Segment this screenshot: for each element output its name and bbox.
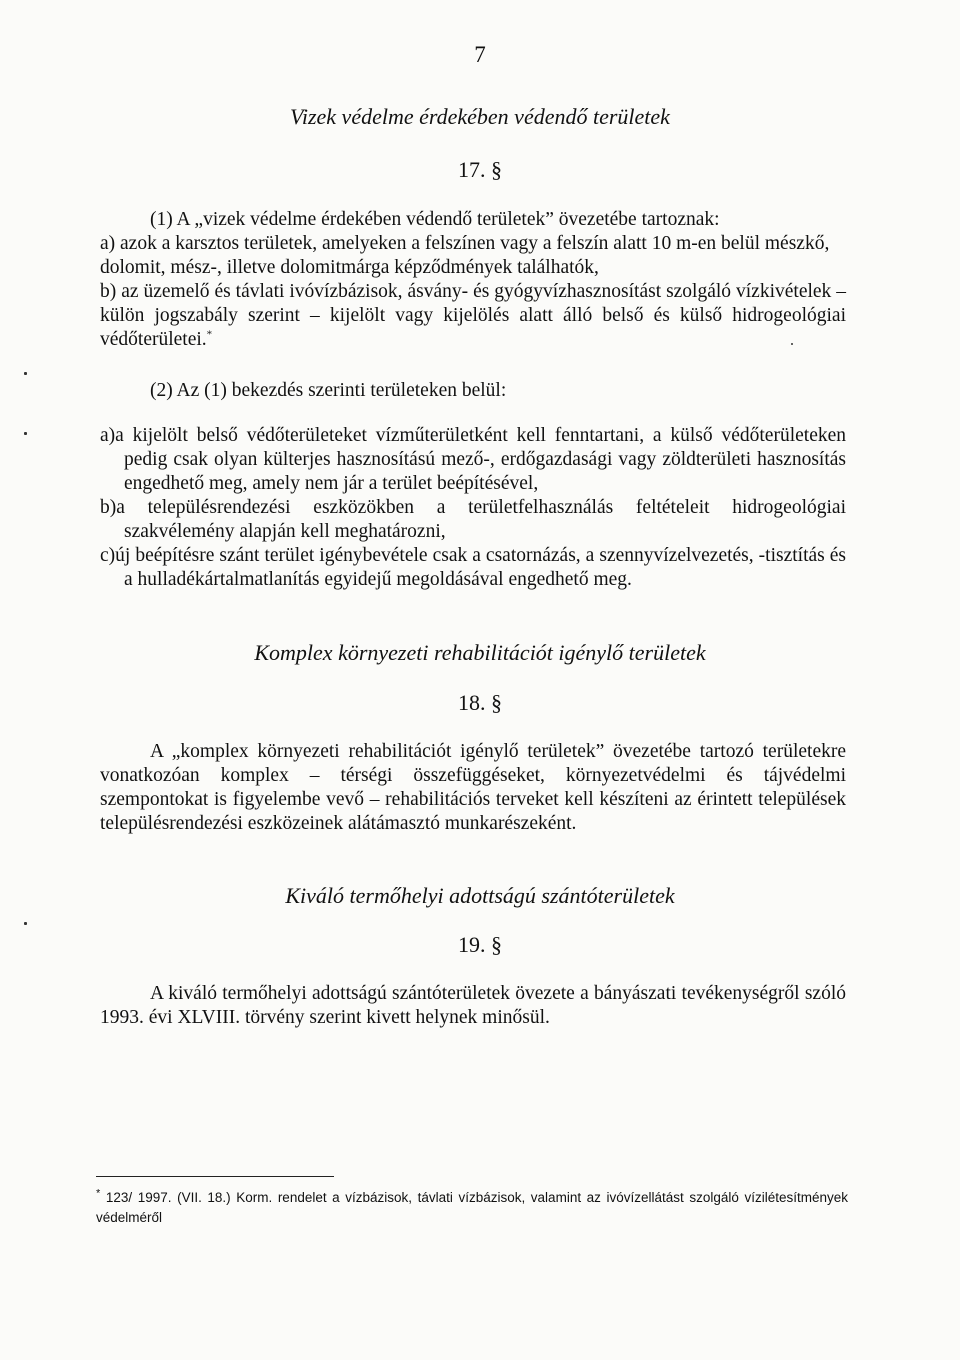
item-b-label: b): [100, 497, 117, 518]
section-19-text: [100, 982, 846, 1030]
section-18-number: 18. §: [458, 690, 502, 715]
page-number: 7: [474, 42, 486, 67]
section-17-heading: Vizek védelme érdekében védendő területek: [290, 104, 670, 129]
footnote-text: 123/ 1997. (VII. 18.) Korm. rendelet a vízbázisok, távlati vízbázisok, valamint az ivóvízellátást szolgáló vízilétesítmények védelméről: [96, 1190, 848, 1225]
item-c-text: új beépítésre szánt terület igénybevétele csak a csatornázás, a szennyvízelvezetés, -tisztítás és a hulladékártalmatlanítás egyidejű megoldásával engedhető meg.: [115, 545, 846, 590]
item-a-label: a): [100, 425, 116, 446]
list-item: [100, 496, 846, 544]
scan-speck: [24, 922, 27, 925]
section-17-number: 17. §: [458, 157, 502, 182]
paragraph-1-intro: (1) A „vizek védelme érdekében védendő területek” övezetébe tartoznak:: [150, 209, 720, 230]
section-19-number: 19. §: [458, 932, 502, 957]
list-item: [100, 544, 846, 592]
section-18-heading: Komplex környezeti rehabilitációt igénylő területek: [254, 640, 706, 665]
footnote: [96, 1188, 848, 1228]
item-c-label: c): [100, 545, 116, 566]
scan-speck: [24, 372, 27, 375]
item-a-text: a kijelölt belső védőterületeket vízműterületként kell fenntartani, a külső védőterületeken pedig csak olyan külterjes hasznosítású mező-, erdőgazdasági vagy zöldterületi hasznosítás engedhető meg, amely nem jár a terület beépítésével,: [115, 425, 846, 494]
section-18-text: [100, 740, 846, 836]
scan-speck: [791, 343, 793, 345]
section-17-paragraph-1: [100, 208, 846, 352]
footnote-divider: [96, 1176, 334, 1177]
footnote-marker: *: [96, 1187, 101, 1200]
section-18-body: A „komplex környezeti rehabilitációt igénylő területek” övezetébe tartozó területekre vonatkozóan komplex – térségi összefüggéseket, környezetvédelmi és tájvédelmi szempontokat is figyelembe vevő – rehabilitációs terveket kell készíteni az érintett települések településrendezési eszközeinek alátámasztó munkarészeként.: [100, 741, 846, 834]
paragraph-2-intro: (2) Az (1) bekezdés szerinti területeken belül:: [150, 380, 507, 401]
section-19-body: A kiváló termőhelyi adottságú szántóterületek övezete a bányászati tevékenységről szóló 1993. évi XLVIII. törvény szerint kivett helynek minősül.: [100, 983, 846, 1028]
item-a-text: azok a karsztos területek, amelyeken a felszínen vagy a felszín alatt 10 m-en belül mészkő, dolomit, mész-, illetve dolomitmárga képződmények találhatók,: [100, 233, 830, 278]
item-b-label: b): [100, 281, 117, 302]
scan-speck: [24, 432, 27, 435]
footnote-marker: *: [206, 328, 213, 341]
section-17-paragraph-2-items: [100, 424, 846, 592]
section-19-heading: Kiváló termőhelyi adottságú szántóterületek: [285, 883, 675, 908]
list-item: [100, 424, 846, 496]
section-17-paragraph-2-intro: [100, 379, 846, 403]
item-a-label: a): [100, 233, 116, 254]
item-b-text: a településrendezési eszközökben a területfelhasználás feltételeit hidrogeológiai szakvélemény alapján kell meghatározni,: [116, 497, 846, 542]
item-b-text: az üzemelő és távlati ivóvízbázisok, ásvány- és gyógyvízhasznosítást szolgáló vízkivételek – külön jogszabály szerint – kijelölt vagy kijelölés alatt álló belső és külső hidrogeológiai védőterületei.: [100, 281, 846, 350]
